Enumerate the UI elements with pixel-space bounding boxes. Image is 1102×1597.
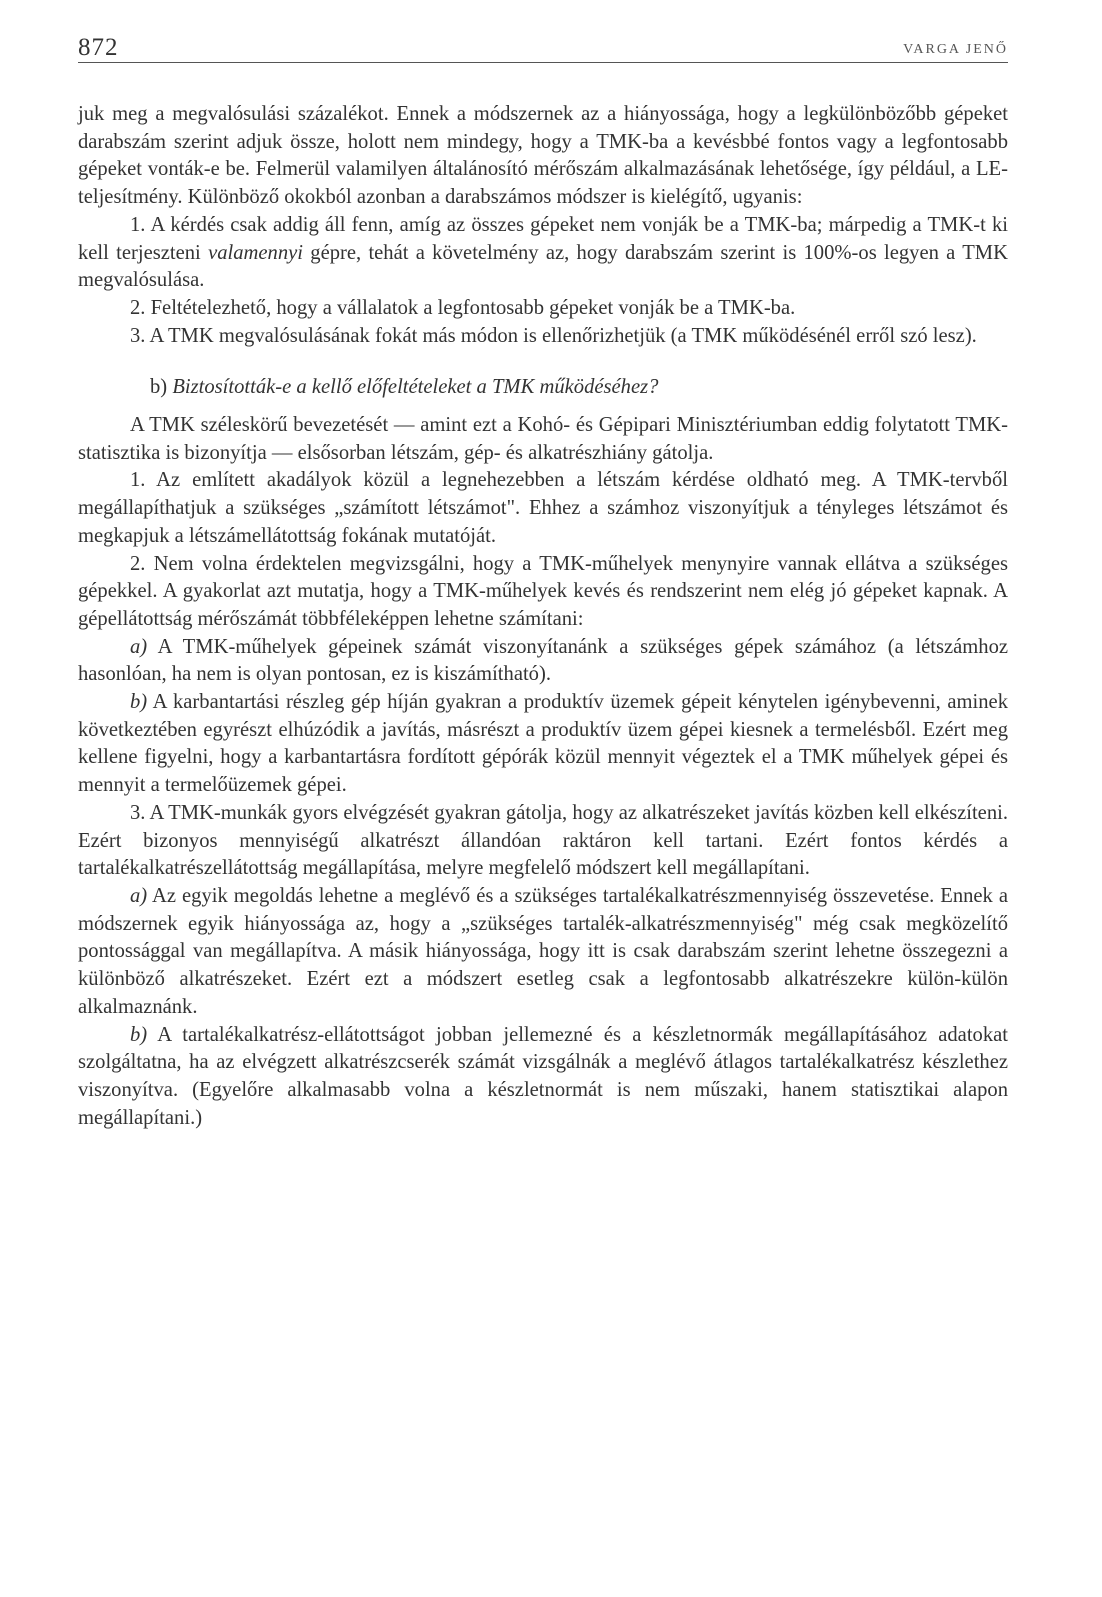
paragraph-item-2: 2. Feltételezhető, hogy a vállalatok a legfontosabb gépeket vonják be a TMK-ba.: [130, 296, 796, 319]
sub-b-2-label: b): [130, 1023, 148, 1046]
paragraph-point-2: 2. Nem volna érdektelen megvizsgálni, hogy a TMK-műhelyek menynyire vannak ellátva a szükséges gépekkel. A gyakorlat azt mutatja, hogy a TMK-műhelyek kevés és rendszerint nem elég jó gépeket kapnak. A gépellátottság mérőszámát többféleképpen lehetne számítani:: [78, 552, 1008, 630]
sub-b-text: A karbantartási részleg gép híján gyakran a produktív üzemek gépeit kénytelen igénybevenni, aminek következtében egyrészt elhúzódik a javítás, másrészt a produktív üzem gépei kiesnek a termelésből. Ezért meg kellene figyelni, hogy a karbantartásra fordított gépórák közül mennyit végeztek el a TMK műhelyek gépei és mennyit a termelőüzemek gépei.: [78, 691, 1008, 797]
paragraph-point-1: 1. Az említett akadályok közül a legnehezebben a létszám kérdése oldható meg. A TMK-tervből megállapíthatjuk a szükséges „számított létszámot". Ehhez a számhoz viszonyítjuk a tényleges létszámot és megkapjuk a létszámellátottság fokának mutatóját.: [78, 469, 1008, 547]
page-header: [78, 28, 1008, 63]
paragraph-sub-b-2: [78, 1022, 1008, 1133]
paragraph-point-3: 3. A TMK-munkák gyors elvégzését gyakran gátolja, hogy az alkatrészeket javítás közben kell elkészíteni. Ezért bizonyos mennyiségű alkatrészt állandóan raktáron kell tartani. Ezért fontos kérdés a tartalékalkatrészellátottság megállapítása, melyre megfelelő módszert kell megállapítani.: [78, 801, 1008, 880]
sub-b-label: b): [130, 691, 148, 714]
paragraph-sub-a-2: [78, 883, 1008, 1022]
paragraph-item-3: 3. A TMK megvalósulásának fokát más módon is ellenőrizhetjük (a TMK működésénél erről szó lesz).: [130, 324, 977, 347]
sub-a-2-label: a): [130, 884, 148, 907]
item-1-text-end: gépre, tehát a követelmény az, hogy darabszám szerint is 100%-os legyen a TMK megvalósulása.: [78, 241, 1008, 292]
sub-a-label: a): [130, 635, 148, 658]
paragraph-item-1: [78, 212, 1008, 295]
sub-b-2-text: A tartalékalkatrész-ellátottságot jobban jellemezné és a készletnormák megállapításához adatokat szolgáltatna, ha az elvégzett alkatrészcserék számát vizsgálnák a meglévő átlagos tartalékalkatrész készlethez viszonyítva. (Egyelőre alkalmasabb volna a készletnormát is nem műszaki, hanem statisztikai alapon megállapítani.): [78, 1023, 1008, 1129]
paragraph-intro: A TMK széleskörű bevezetését — amint ezt a Kohó- és Gépipari Minisztériumban eddig folytatott TMK-statisztika is bizonyítja — elsősorban létszám, gép- és alkatrészhiány gátolja.: [78, 414, 1008, 464]
sub-a-text: A TMK-műhelyek gépeinek számát viszonyítanánk a szükséges gépek számához (a létszámhoz hasonlóan, ha nem is olyan pontosan, ez is kiszámítható).: [78, 635, 1008, 686]
item-1-text: 1. A kérdés csak addig áll fenn, amíg az összes gépeket nem vonják be a TMK-ba; márpedig a TMK-t ki kell terjeszteni: [78, 213, 1008, 264]
page-number: 872: [78, 34, 119, 61]
section-heading: [78, 374, 1008, 402]
heading-label: b): [150, 376, 173, 399]
document-page: [78, 28, 1008, 1132]
paragraph-sub-a: [78, 634, 1008, 689]
sub-a-2-text: Az egyik megoldás lehetne a meglévő és a szükséges tartalékalkatrészmennyiség összevetése. Ennek a módszernek egyik hiányossága az, hogy a „szükséges tartalék-alkatrészmennyiség" még csak megközelítő pontossággal van megállapítva. A másik hiányossága, hogy itt is csak darabszám szerint lehetne összegezni a különböző alkatrészeket. Ezért ezt a módszert esetleg csak a legfontosabb alkatrészekre külön-külön alkalmaznánk.: [78, 884, 1008, 1018]
running-head: VARGA JENŐ: [903, 42, 1008, 57]
heading-title: Biztosították-e a kellő előfeltételeket a TMK működéséhez?: [172, 376, 659, 399]
emphasis-valamennyi: valamennyi: [208, 241, 303, 264]
paragraph-continuation: juk meg a megvalósulási százalékot. Ennek a módszernek az a hiányossága, hogy a legkülönbözőbb gépeket darabszám szerint adjuk össze, holott nem mindegy, hogy a TMK-ba a kevésbbé fontos vagy a legfontosabb gépeket vonták-e be. Felmerül valamilyen általánosító mérőszám alkalmazásának lehetősége, így például, a LE-teljesítmény. Különböző okokból azonban a darabszámos módszer is kielégítő, ugyanis:: [78, 103, 1008, 209]
body-text: [78, 101, 1008, 1132]
paragraph-sub-b: [78, 689, 1008, 800]
